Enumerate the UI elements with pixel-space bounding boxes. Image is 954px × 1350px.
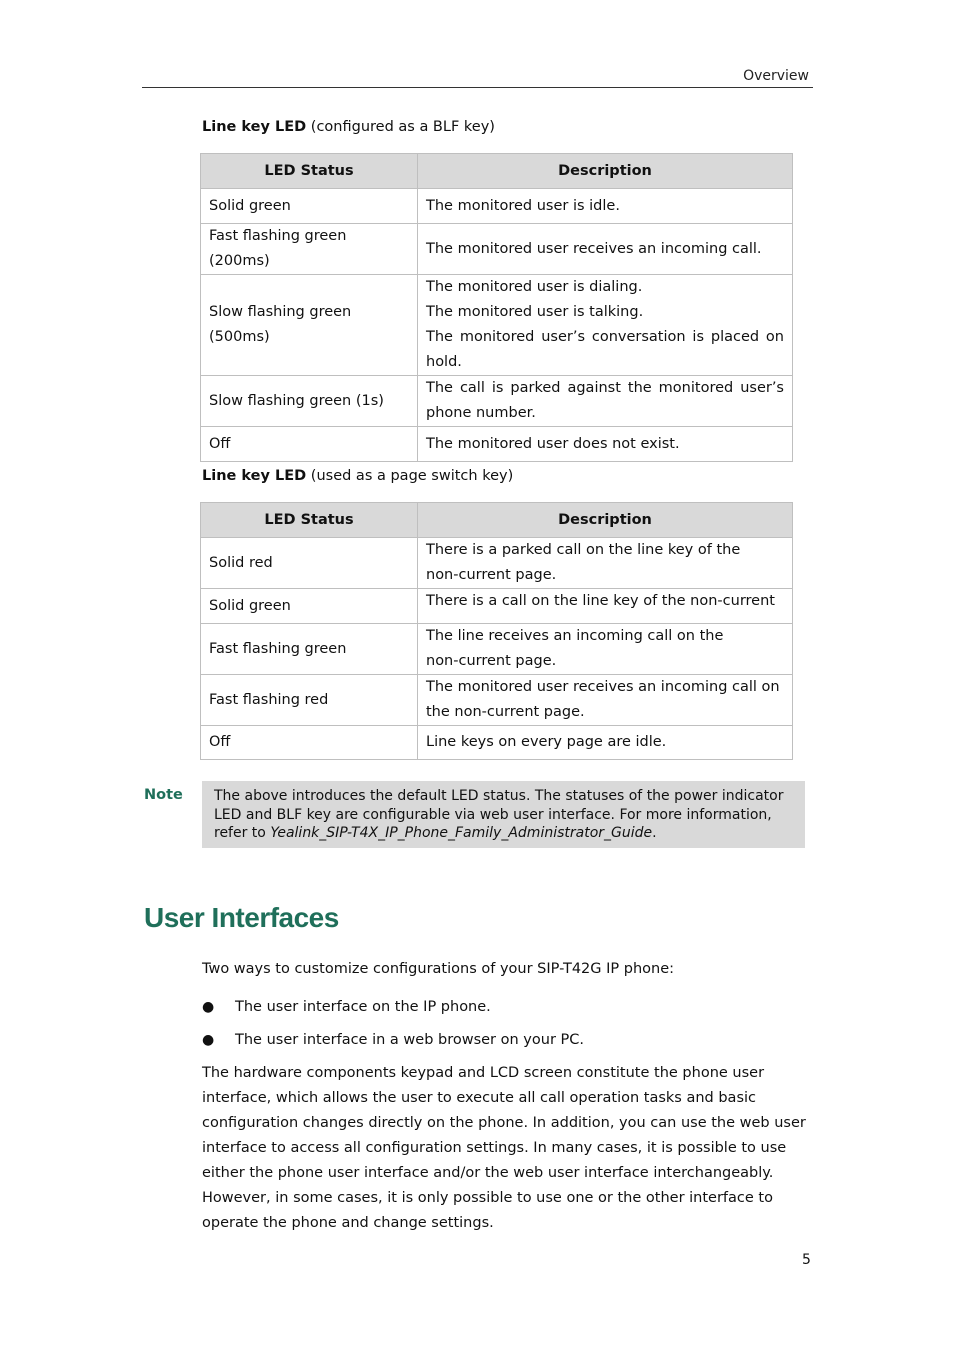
description-cell: The monitored user receives an incoming call. xyxy=(418,224,793,275)
description-line: The line receives an incoming call on the xyxy=(426,628,724,644)
note-text: The above introduces the default LED status. The statuses of the power indicator LED and BLF key are configurable via web user interface. For more information, refer to xyxy=(214,788,784,841)
table-row xyxy=(201,275,793,376)
status-cell: Solid red xyxy=(201,538,418,589)
table-row xyxy=(201,224,793,275)
table-row xyxy=(201,376,793,427)
status-cell: Off xyxy=(201,726,418,760)
section-title: User Interfaces xyxy=(144,902,339,933)
column-header-description: Description xyxy=(418,503,793,538)
column-header-description: Description xyxy=(418,154,793,189)
table-row xyxy=(201,589,793,624)
table1-caption-bold: Line key LED xyxy=(202,119,307,135)
column-header-status: LED Status xyxy=(201,503,418,538)
led-table-page-switch xyxy=(200,502,793,760)
description-cell xyxy=(418,538,793,589)
description-line: the non-current page. xyxy=(426,704,585,720)
table-header-row xyxy=(201,503,793,538)
note-box xyxy=(202,781,805,848)
description-line: non-current page. xyxy=(426,567,557,583)
description-line: The monitored user is dialing. xyxy=(426,279,643,295)
led-table-blf xyxy=(200,153,793,462)
table2-caption-rest: (used as a page switch key) xyxy=(306,468,514,484)
header-rule xyxy=(142,87,813,88)
table-row xyxy=(201,624,793,675)
note-label: Note xyxy=(144,787,183,803)
status-cell: Slow flashing green (1s) xyxy=(201,376,418,427)
table-row xyxy=(201,538,793,589)
description-line: The monitored user is talking. xyxy=(426,304,644,320)
status-cell: Solid green xyxy=(201,589,418,624)
status-cell: Off xyxy=(201,427,418,462)
description-cell xyxy=(418,675,793,726)
table-row xyxy=(201,675,793,726)
table2-caption-bold: Line key LED xyxy=(202,468,307,484)
description-cell: The call is parked against the monitored user’s phone number. xyxy=(418,376,793,427)
table2-caption xyxy=(202,468,513,484)
status-cell: Slow flashing green (500ms) xyxy=(201,275,418,376)
description-cell: The monitored user does not exist. xyxy=(418,427,793,462)
description-line: There is a parked call on the line key of the xyxy=(426,542,741,558)
description-cell xyxy=(418,275,793,376)
bullet-marker: ● xyxy=(202,1032,215,1048)
description-line: The monitored user’s conversation is placed on hold. xyxy=(426,329,784,370)
bullet-marker: ● xyxy=(202,999,215,1015)
table-row xyxy=(201,726,793,760)
description-line: The monitored user receives an incoming call on xyxy=(426,679,780,695)
description-cell xyxy=(418,624,793,675)
section-intro: Two ways to customize configurations of your SIP-T42G IP phone: xyxy=(202,961,675,977)
bullet-item: The user interface on the IP phone. xyxy=(235,999,491,1015)
page-number: 5 xyxy=(802,1252,811,1268)
description-cell: There is a call on the line key of the non-current xyxy=(418,589,793,624)
table1-caption xyxy=(202,119,495,135)
description-line: non-current page. xyxy=(426,653,557,669)
status-cell: Fast flashing red xyxy=(201,675,418,726)
table-header-row xyxy=(201,154,793,189)
running-header: Overview xyxy=(743,68,809,84)
section-paragraph: The hardware components keypad and LCD screen constitute the phone user interface, which allows the user to execute all call operation tasks and basic configuration changes directly on the phone. In addition, you can use the web user interface to access all configuration settings. In many cases, it is possible to use either the phone user interface and/or the web user interface interchangeably. However, in some cases, it is only possible to use one or the other interface to operate the phone and change settings. xyxy=(202,1065,806,1231)
note-end: . xyxy=(652,825,657,841)
table-row xyxy=(201,427,793,462)
status-cell: Fast flashing green xyxy=(201,624,418,675)
column-header-status: LED Status xyxy=(201,154,418,189)
description-cell: Line keys on every page are idle. xyxy=(418,726,793,760)
bullet-item: The user interface in a web browser on your PC. xyxy=(235,1032,584,1048)
status-cell: Solid green xyxy=(201,189,418,224)
guide-reference: Yealink_SIP-T4X_IP_Phone_Family_Administrator_Guide xyxy=(270,825,653,841)
table1-caption-rest: (configured as a BLF key) xyxy=(306,119,495,135)
table-row xyxy=(201,189,793,224)
description-cell: The monitored user is idle. xyxy=(418,189,793,224)
status-cell: Fast flashing green (200ms) xyxy=(201,224,418,275)
